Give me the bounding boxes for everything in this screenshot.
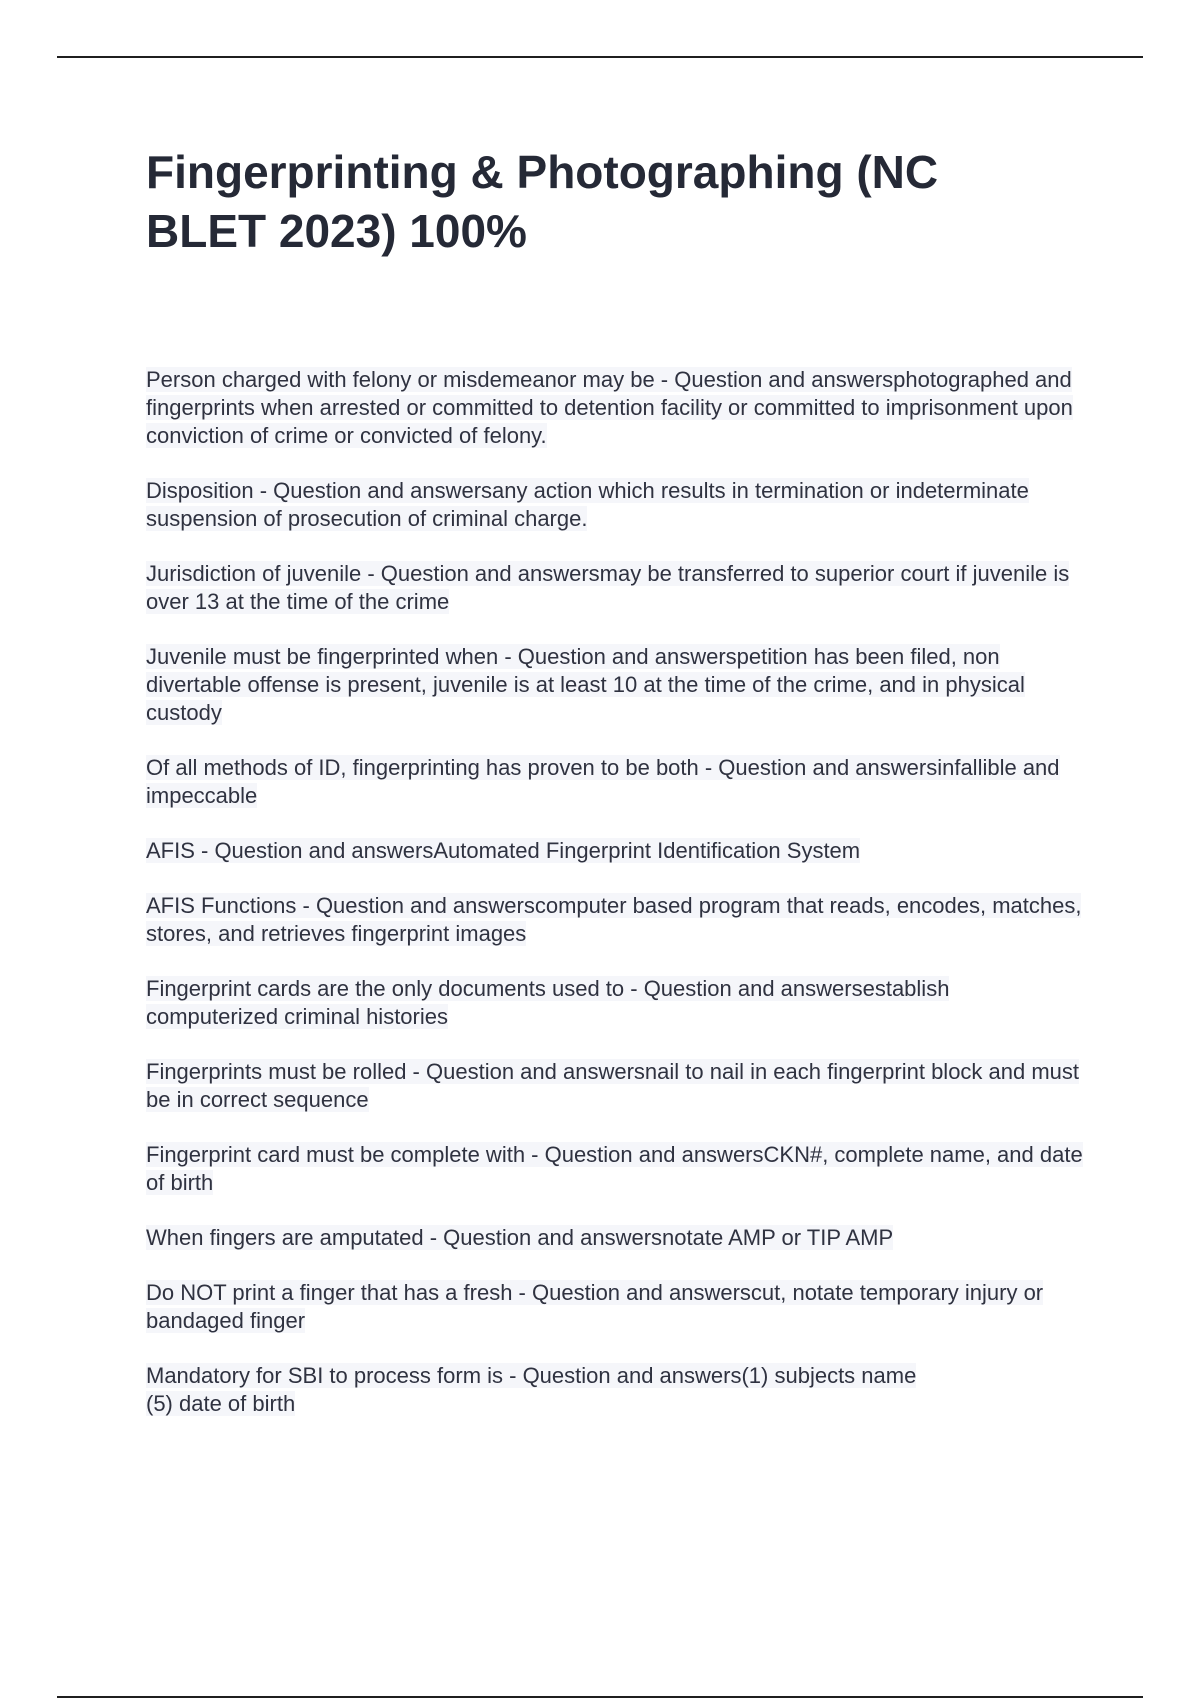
qa-item-1 [146, 366, 1086, 450]
qa-item-11 [146, 1224, 1086, 1252]
qa-text: Juvenile must be fingerprinted when - Question and answerspetition has been filed, non divertable offense is present, juvenile is at least 10 at the time of the crime, and in physical custody [146, 644, 1025, 725]
qa-item-5 [146, 754, 1086, 810]
qa-text: Fingerprint card must be complete with - Question and answersCKN#, complete name, and date of birth [146, 1142, 1083, 1195]
qa-text: AFIS Functions - Question and answerscomputer based program that reads, encodes, matches, stores, and retrieves fingerprint images [146, 893, 1082, 946]
bottom-divider [57, 1696, 1143, 1698]
qa-item-12 [146, 1279, 1086, 1335]
qa-item-10 [146, 1141, 1086, 1197]
qa-text: When fingers are amputated - Question and answersnotate AMP or TIP AMP [146, 1225, 894, 1250]
qa-text: Mandatory for SBI to process form is - Question and answers(1) subjects name (5) date of birth [146, 1363, 917, 1416]
qa-item-13 [146, 1362, 1086, 1418]
qa-item-8 [146, 975, 1086, 1031]
qa-item-3 [146, 560, 1086, 616]
qa-text: Jurisdiction of juvenile - Question and answersmay be transferred to superior court if juvenile is over 13 at the time of the crime [146, 561, 1070, 614]
qa-list [146, 366, 1086, 1445]
qa-item-6 [146, 837, 1086, 865]
document-title: Fingerprinting & Photographing (NC BLET 2023) 100% [146, 146, 939, 257]
qa-text: Do NOT print a finger that has a fresh - Question and answerscut, notate temporary injury or bandaged finger [146, 1280, 1044, 1333]
qa-text: Fingerprint cards are the only documents used to - Question and answersestablish computerized criminal histories [146, 976, 950, 1029]
qa-item-7 [146, 892, 1086, 948]
qa-text: AFIS - Question and answersAutomated Fingerprint Identification System [146, 838, 861, 863]
qa-text: Of all methods of ID, fingerprinting has proven to be both - Question and answersinfallible and impeccable [146, 755, 1060, 808]
qa-item-2 [146, 477, 1086, 533]
qa-text: Fingerprints must be rolled - Question and answersnail to nail in each fingerprint block and must be in correct sequence [146, 1059, 1080, 1112]
qa-text: Person charged with felony or misdemeanor may be - Question and answersphotographed and fingerprints when arrested or committed to detention facility or committed to imprisonment upon conviction of crime or convicted of felony. [146, 367, 1073, 448]
qa-item-9 [146, 1058, 1086, 1114]
qa-item-4 [146, 643, 1086, 727]
qa-text: Disposition - Question and answersany action which results in termination or indeterminate suspension of prosecution of criminal charge. [146, 478, 1029, 531]
top-divider [57, 56, 1143, 58]
